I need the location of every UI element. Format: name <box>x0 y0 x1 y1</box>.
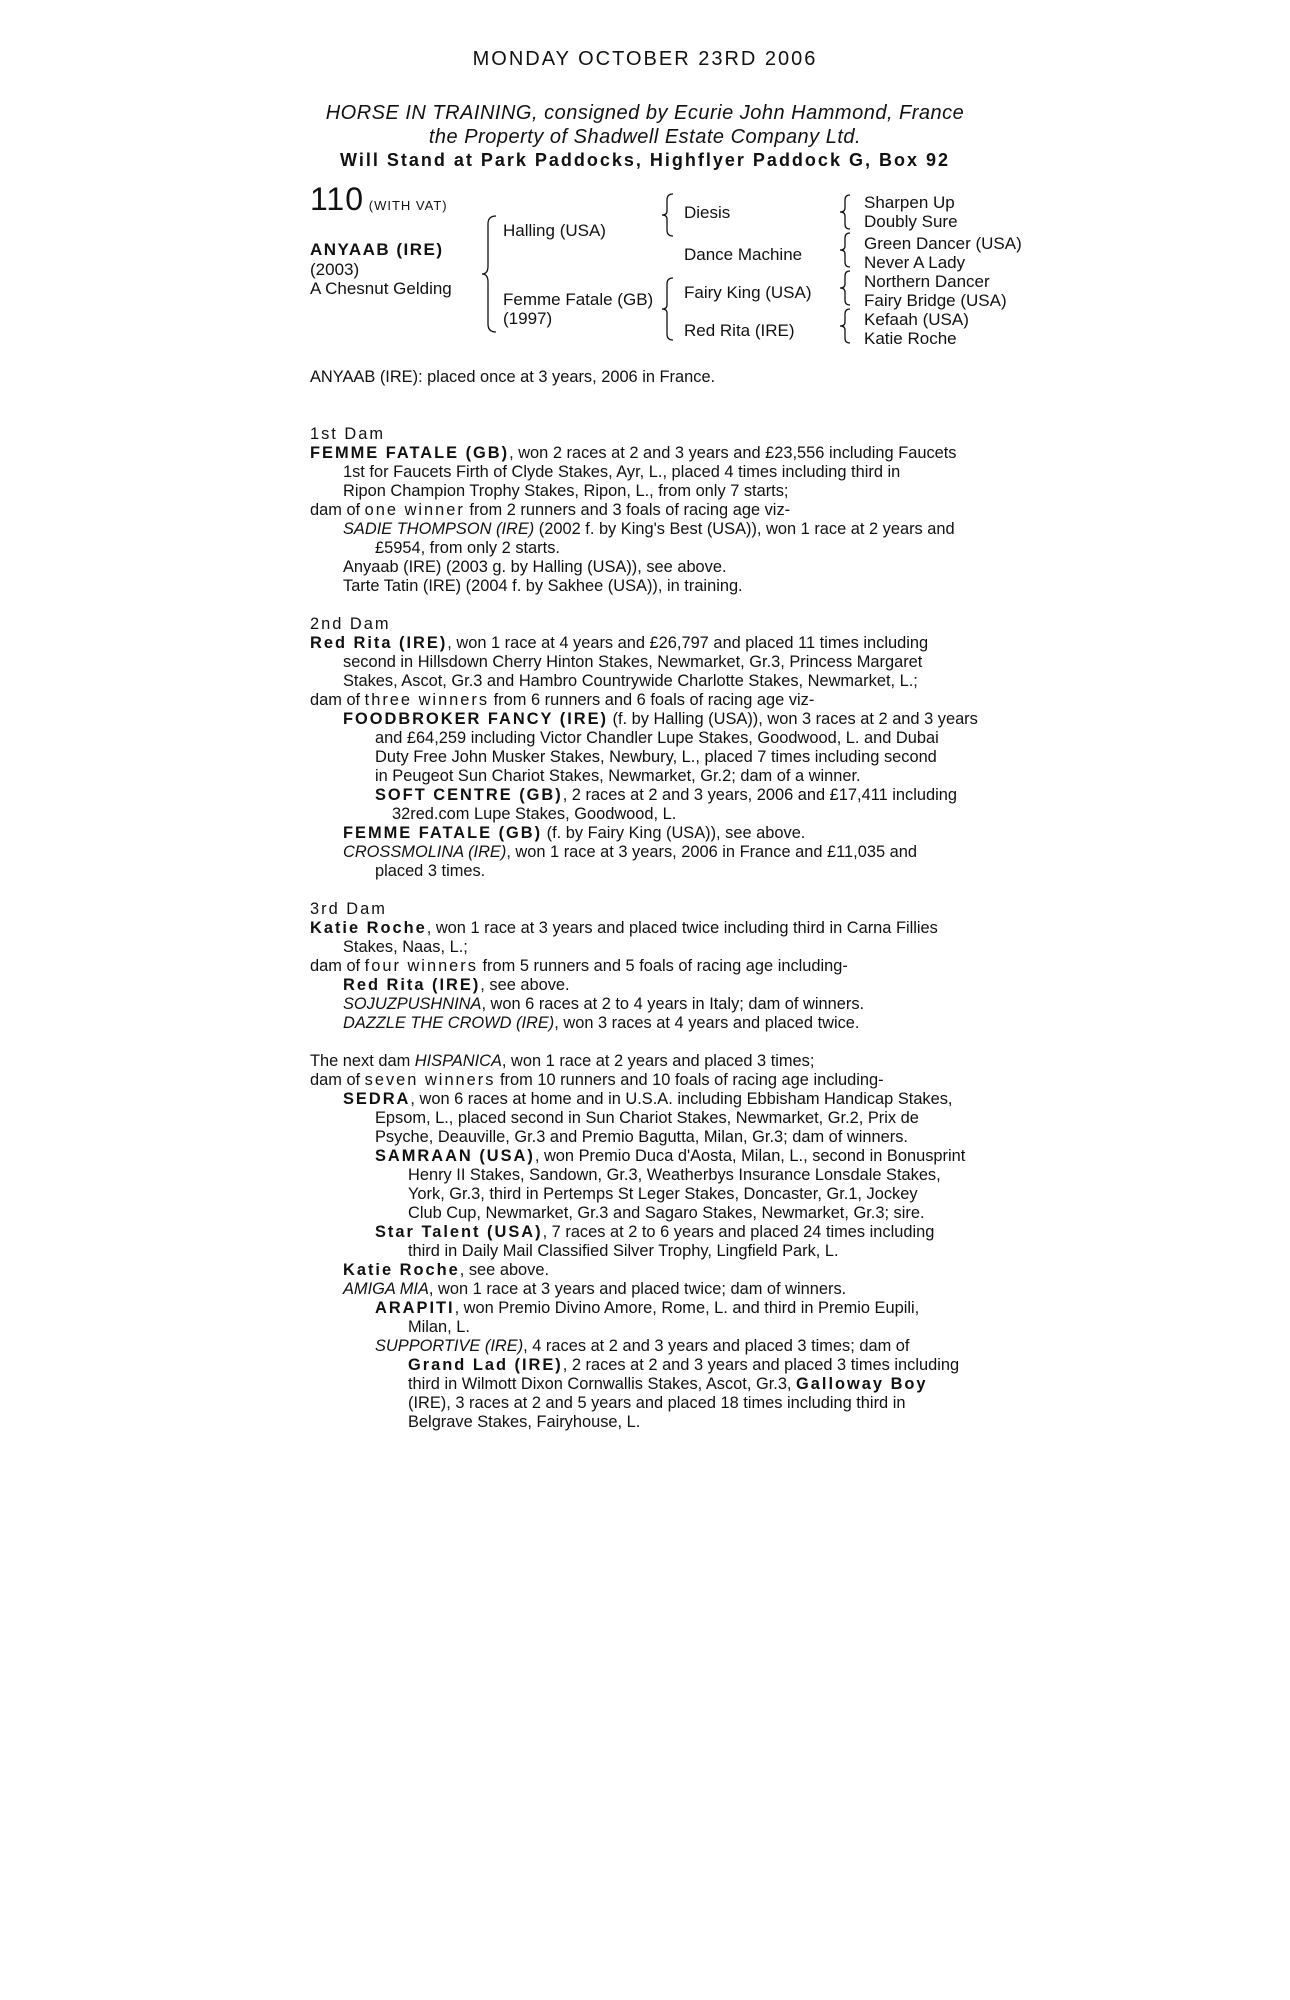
third-dam-line: Stakes, Naas, L.; <box>343 938 468 956</box>
second-dam-line: Stakes, Ascot, Gr.3 and Hambro Countrywide Charlotte Stakes, Newmarket, L.; <box>343 672 918 690</box>
second-dam-line: FEMME FATALE (GB) (f. by Fairy King (USA)), see above. <box>343 824 806 842</box>
intro-line: ANYAAB (IRE): placed once at 3 years, 2006 in France. <box>310 368 716 386</box>
pedigree-sss: Sharpen Up <box>864 193 955 212</box>
next-dam-line: Henry II Stakes, Sandown, Gr.3, Weatherbys Insurance Lonsdale Stakes, <box>408 1166 941 1184</box>
pedigree-dsd: Fairy Bridge (USA) <box>864 291 1007 310</box>
first-dam-line: 1st for Faucets Firth of Clyde Stakes, Ayr, L., placed 4 times including third in <box>343 463 901 481</box>
first-dam-line: FEMME FATALE (GB), won 2 races at 2 and 3 years and £23,556 including Faucets <box>310 444 957 462</box>
pedigree-sire-dam: Dance Machine <box>684 245 803 264</box>
pedigree-brace-main <box>480 214 500 334</box>
horse-description: A Chesnut Gelding <box>310 279 452 298</box>
second-dam-line: 32red.com Lupe Stakes, Goodwood, L. <box>392 805 677 823</box>
pedigree-brace-3d <box>838 308 854 344</box>
lot-number-row <box>310 181 448 217</box>
third-dam-line: Katie Roche, won 1 race at 3 years and placed twice including third in Carna Fillies <box>310 919 938 937</box>
next-dam-line: York, Gr.3, third in Pertemps St Leger Stakes, Doncaster, Gr.1, Jockey <box>408 1185 918 1203</box>
second-dam-heading: 2nd Dam <box>310 615 391 633</box>
third-dam-line: SOJUZPUSHNINA, won 6 races at 2 to 4 years in Italy; dam of winners. <box>343 995 865 1013</box>
next-dam-line: ARAPITI, won Premio Divino Amore, Rome, L. and third in Premio Eupili, <box>375 1299 920 1317</box>
pedigree-sds: Green Dancer (USA) <box>864 234 1022 253</box>
second-dam-line: Red Rita (IRE), won 1 race at 4 years and £26,797 and placed 11 times including <box>310 634 929 652</box>
second-dam-line: placed 3 times. <box>375 862 486 880</box>
stand-line: Will Stand at Park Paddocks, Highflyer Paddock G, Box 92 <box>340 150 950 170</box>
third-dam-line: DAZZLE THE CROWD (IRE), won 3 races at 4 years and placed twice. <box>343 1014 860 1032</box>
lot-number: 110 <box>310 181 365 217</box>
first-dam-line: SADIE THOMPSON (IRE) (2002 f. by King's Best (USA)), won 1 race at 2 years and <box>343 520 955 538</box>
consignor-line: HORSE IN TRAINING, consigned by Ecurie John Hammond, France <box>325 102 965 124</box>
first-dam-heading: 1st Dam <box>310 425 386 443</box>
next-dam-line: Psyche, Deauville, Gr.3 and Premio Bagutta, Milan, Gr.3; dam of winners. <box>375 1128 908 1146</box>
pedigree-brace-dam <box>660 276 676 342</box>
next-dam-line: SUPPORTIVE (IRE), 4 races at 2 and 3 years and placed 3 times; dam of <box>375 1337 910 1355</box>
sale-date: MONDAY OCTOBER 23RD 2006 <box>472 48 818 70</box>
pedigree-brace-3c <box>838 270 854 306</box>
pedigree-dss: Northern Dancer <box>864 272 990 291</box>
second-dam-line: in Peugeot Sun Chariot Stakes, Newmarket, Gr.2; dam of a winner. <box>375 767 861 785</box>
next-dam-line: Katie Roche, see above. <box>343 1261 550 1279</box>
first-dam-line: dam of one winner from 2 runners and 3 foals of racing age viz- <box>310 501 791 519</box>
catalogue-body <box>310 368 982 1432</box>
third-dam-heading: 3rd Dam <box>310 900 387 918</box>
third-dam-line: Red Rita (IRE), see above. <box>343 976 570 994</box>
foaling-year: (2003) <box>310 260 360 279</box>
second-dam-line: CROSSMOLINA (IRE), won 1 race at 3 years, 2006 in France and £11,035 and <box>343 843 917 861</box>
next-dam-line: SAMRAAN (USA), won Premio Duca d'Aosta, Milan, L., second in Bonusprint <box>375 1147 966 1165</box>
pedigree-brace-sire <box>660 192 676 238</box>
pedigree-sire: Halling (USA) <box>503 221 606 240</box>
second-dam-line: and £64,259 including Victor Chandler Lupe Stakes, Goodwood, L. and Dubai <box>375 729 939 747</box>
pedigree-sdd: Never A Lady <box>864 253 966 272</box>
first-dam-line: Ripon Champion Trophy Stakes, Ripon, L., from only 7 starts; <box>343 482 789 500</box>
pedigree-dam-year: (1997) <box>503 309 553 328</box>
pedigree-dds: Kefaah (USA) <box>864 310 969 329</box>
pedigree-brace-3a <box>838 194 854 230</box>
second-dam-line: FOODBROKER FANCY (IRE) (f. by Halling (USA)), won 3 races at 2 and 3 years <box>343 710 978 728</box>
next-dam-line: AMIGA MIA, won 1 race at 3 years and placed twice; dam of winners. <box>343 1280 847 1298</box>
pedigree-ssd: Doubly Sure <box>864 212 958 231</box>
pedigree-sire-sire: Diesis <box>684 203 731 222</box>
next-dam-line: SEDRA, won 6 races at home and in U.S.A. including Ebbisham Handicap Stakes, <box>343 1090 953 1108</box>
next-dam-line: Star Talent (USA), 7 races at 2 to 6 years and placed 24 times including <box>375 1223 935 1241</box>
next-dam-line: third in Wilmott Dixon Cornwallis Stakes, Ascot, Gr.3, Galloway Boy <box>408 1375 928 1393</box>
property-line: the Property of Shadwell Estate Company Ltd. <box>428 126 862 148</box>
pedigree-dam-dam: Red Rita (IRE) <box>684 321 795 340</box>
second-dam-line: SOFT CENTRE (GB), 2 races at 2 and 3 years, 2006 and £17,411 including <box>375 786 957 804</box>
next-dam-line: dam of seven winners from 10 runners and 10 foals of racing age including- <box>310 1071 884 1089</box>
next-dam-line: The next dam HISPANICA, won 1 race at 2 years and placed 3 times; <box>310 1052 815 1070</box>
next-dam-line: third in Daily Mail Classified Silver Trophy, Lingfield Park, L. <box>408 1242 839 1260</box>
next-dam-line: Belgrave Stakes, Fairyhouse, L. <box>408 1413 641 1431</box>
next-dam-line: Epsom, L., placed second in Sun Chariot Stakes, Newmarket, Gr.2, Prix de <box>375 1109 919 1127</box>
pedigree-ddd: Katie Roche <box>864 329 957 348</box>
vat-note: (WITH VAT) <box>368 198 448 213</box>
next-dam-line: Club Cup, Newmarket, Gr.3 and Sagaro Stakes, Newmarket, Gr.3; sire. <box>408 1204 925 1222</box>
next-dam-line: (IRE), 3 races at 2 and 5 years and placed 18 times including third in <box>408 1394 906 1412</box>
pedigree-dam-sire: Fairy King (USA) <box>684 283 812 302</box>
second-dam-line: dam of three winners from 6 runners and 6 foals of racing age viz- <box>310 691 815 709</box>
pedigree-dam: Femme Fatale (GB) <box>503 290 654 309</box>
horse-name: ANYAAB (IRE) <box>310 240 444 259</box>
first-dam-line: Tarte Tatin (IRE) (2004 f. by Sakhee (USA)), in training. <box>343 577 743 595</box>
next-dam-line: Grand Lad (IRE), 2 races at 2 and 3 years and placed 3 times including <box>408 1356 960 1374</box>
first-dam-line: Anyaab (IRE) (2003 g. by Halling (USA)), see above. <box>343 558 727 576</box>
next-dam-line: Milan, L. <box>408 1318 470 1336</box>
pedigree-brace-3b <box>838 232 854 268</box>
third-dam-line: dam of four winners from 5 runners and 5 foals of racing age including- <box>310 957 848 975</box>
second-dam-line: Duty Free John Musker Stakes, Newbury, L., placed 7 times including second <box>375 748 937 766</box>
first-dam-line: £5954, from only 2 starts. <box>375 539 560 557</box>
second-dam-line: second in Hillsdown Cherry Hinton Stakes, Newmarket, Gr.3, Princess Margaret <box>343 653 923 671</box>
